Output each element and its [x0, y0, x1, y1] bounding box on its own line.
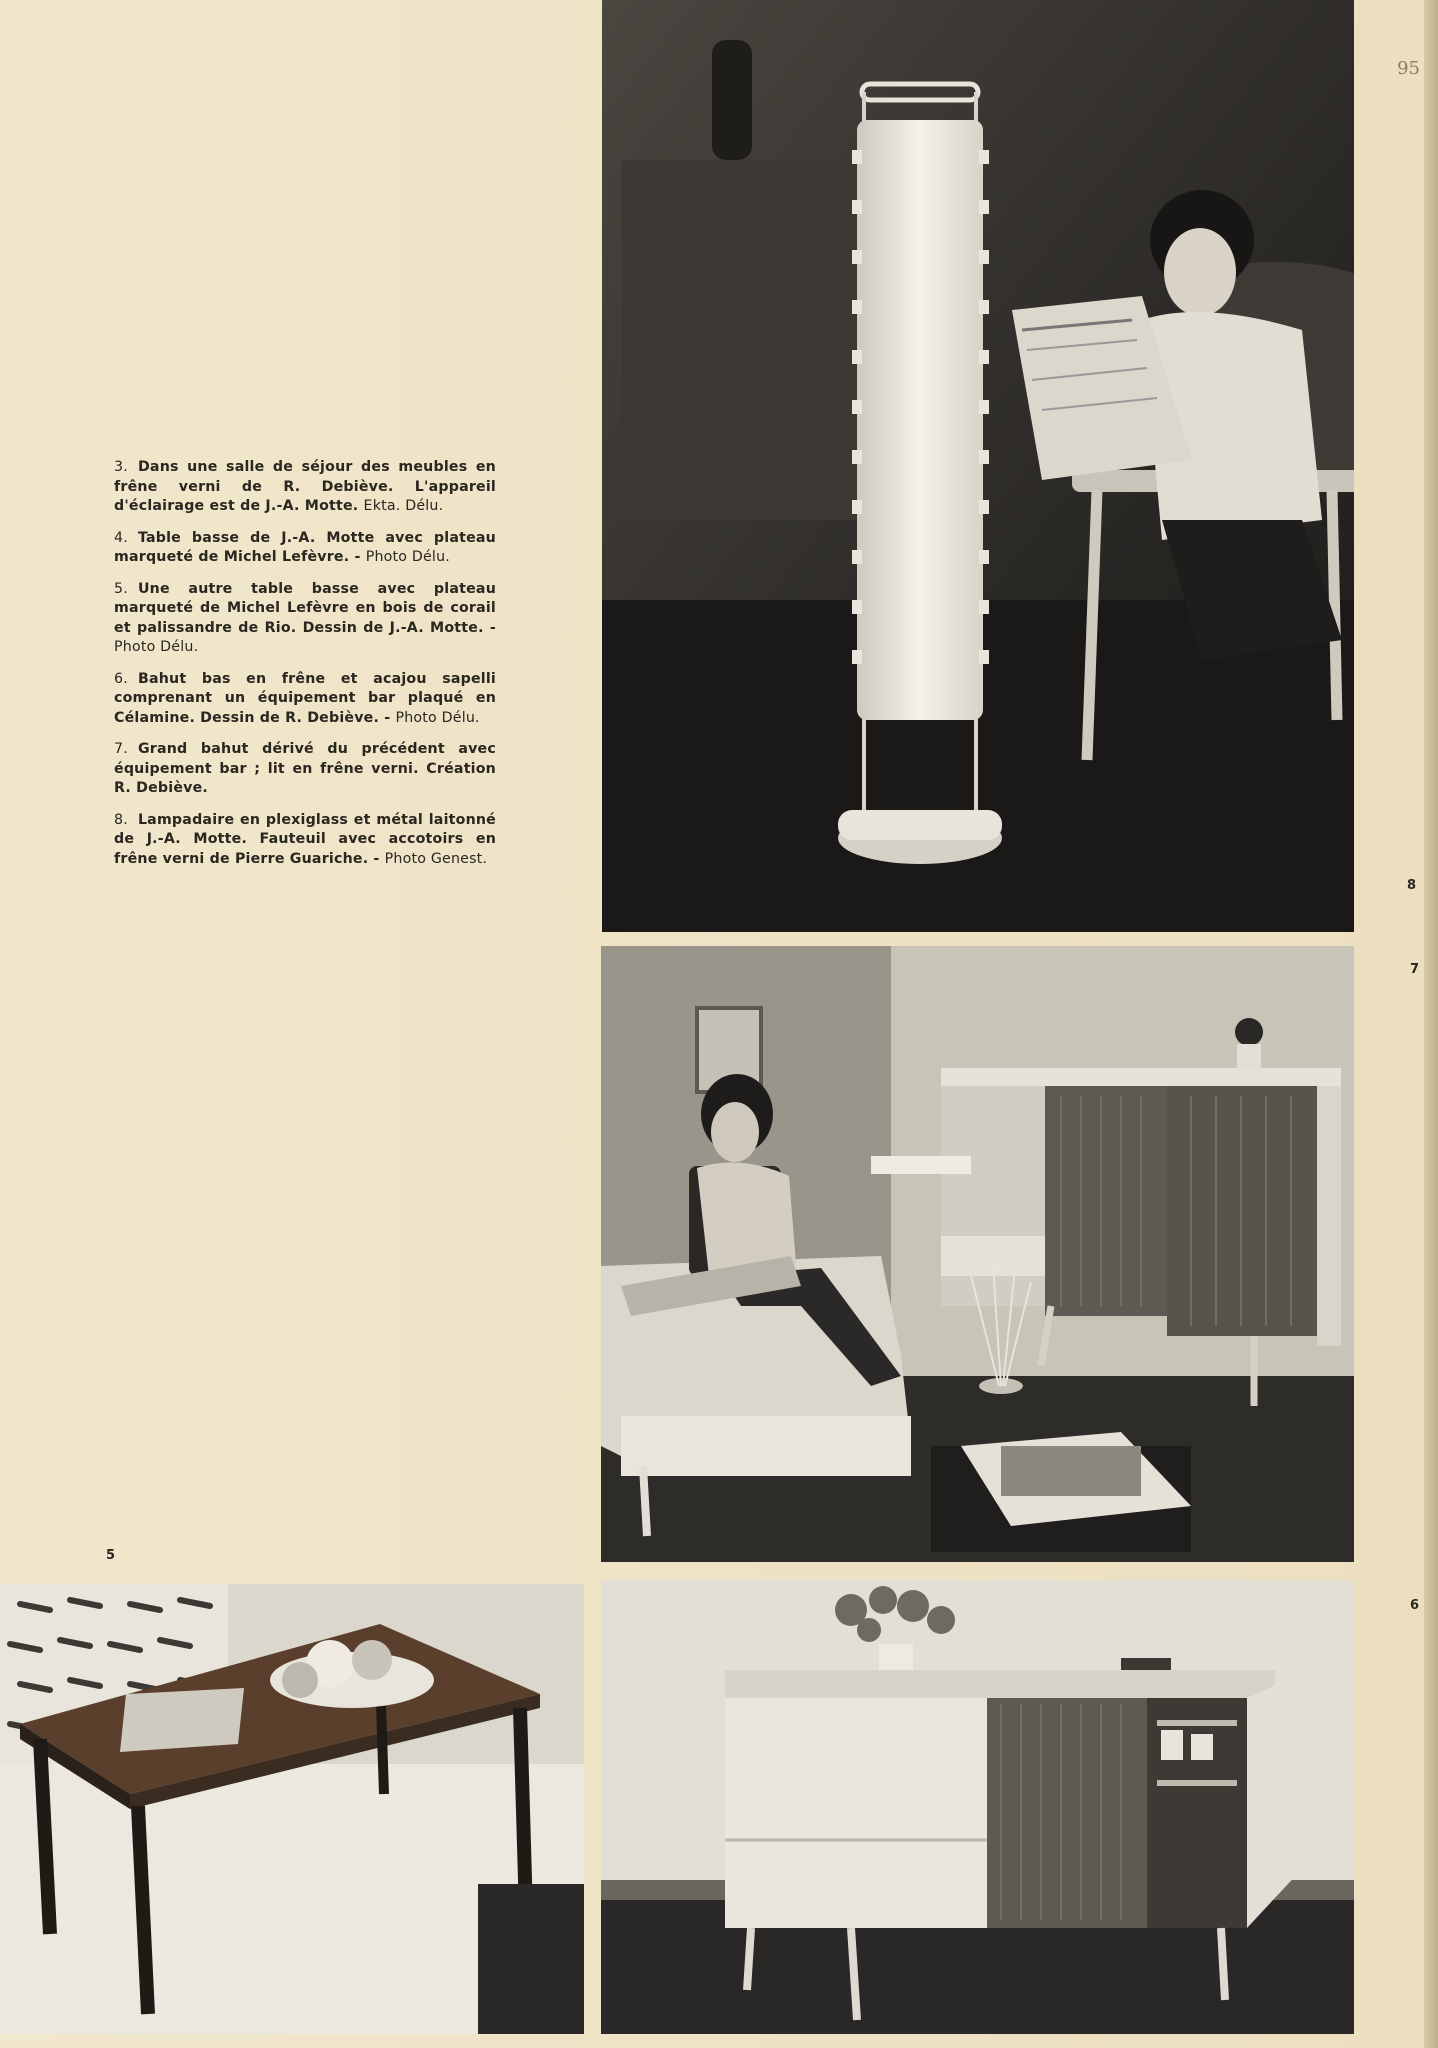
caption-number: 7. — [114, 741, 128, 757]
caption-6 — [114, 670, 496, 729]
caption-credit: Ekta. Délu. — [363, 498, 444, 514]
photo-coffee-table — [0, 1584, 584, 2034]
caption-text: Une autre table basse avec plateau marqueté de Michel Lefèvre en bois de corail et palissandre de Rio. Dessin de J.-A. Motte. - — [114, 580, 496, 636]
caption-number: 5. — [114, 580, 128, 597]
caption-text: Table basse de J.-A. Motte avec plateau marqueté de Michel Lefèvre. - — [114, 529, 496, 565]
caption-text: Bahut bas en frêne et acajou sapelli comprenant un équipement bar plaqué en Célamine. Dessin de R. Debiève. - — [114, 670, 496, 726]
captions-column — [114, 458, 496, 881]
caption-text: Lampadaire en plexiglass et métal laitonné de J.-A. Motte. Fauteuil avec accotoirs en frêne verni de Pierre Guariche. - — [114, 811, 496, 867]
caption-credit: Photo Délu. — [114, 639, 199, 655]
caption-number: 3. — [114, 459, 128, 475]
caption-credit: Photo Délu. — [365, 549, 450, 565]
caption-number: 8. — [114, 811, 128, 828]
caption-5 — [114, 580, 496, 658]
photo-low-sideboard — [601, 1580, 1354, 2034]
low-sideboard-illustration — [601, 1580, 1354, 2034]
page-number: 95 — [1397, 58, 1420, 79]
lamp-armchair-illustration — [602, 0, 1354, 932]
figure-label-7: 7 — [1410, 962, 1420, 977]
caption-8 — [114, 811, 496, 870]
page-edge — [1424, 0, 1438, 2048]
caption-7 — [114, 740, 496, 799]
figure-label-5: 5 — [106, 1548, 116, 1563]
caption-number: 4. — [114, 529, 128, 546]
caption-credit: Photo Genest. — [384, 850, 488, 867]
photo-lamp-armchair — [602, 0, 1354, 932]
coffee-table-illustration — [0, 1584, 584, 2034]
figure-label-6: 6 — [1410, 1598, 1420, 1613]
caption-credit: Photo Délu. — [395, 709, 480, 726]
bed-sideboard-illustration — [601, 946, 1354, 1562]
caption-text: Grand bahut dérivé du précédent avec équipement bar ; lit en frêne verni. Création R. Debiève. — [114, 741, 496, 796]
photo-bed-sideboard — [601, 946, 1354, 1562]
caption-text: Dans une salle de séjour des meubles en frêne verni de R. Debiève. L'appareil d'éclairage est de J.-A. Motte. — [114, 459, 496, 514]
caption-3 — [114, 458, 496, 517]
caption-4 — [114, 529, 496, 568]
caption-number: 6. — [114, 670, 128, 687]
figure-label-8: 8 — [1407, 878, 1417, 893]
